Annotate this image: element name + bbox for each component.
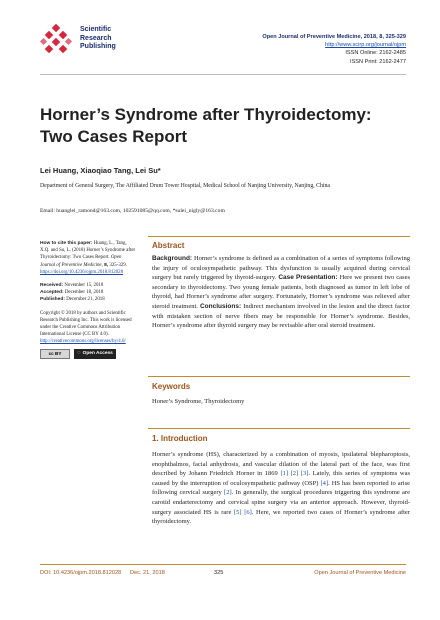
intro-heading: 1. Introduction [152, 434, 208, 443]
issn-online: ISSN Online: 2162-2485 [345, 50, 406, 57]
publisher-name-line1: Scientific [80, 26, 112, 33]
paper-title: Horner’s Syndrome after Thyroidectomy: Two Cases Report [40, 105, 372, 146]
case-presentation-text: Here we present two cases secondary to thyroidectomy. Two young female patients, both diagnosed as tumor in left lobe of thyroid, had Horner’s syndrome after surgery. Fortunately, Horner’s syndrome was relieved after steroid treatment. [152, 274, 411, 310]
published-date: December 21, 2018 [66, 297, 105, 303]
scirp-logo-icon [40, 24, 72, 56]
journal-url-link[interactable]: http://www.scirp.org/journal/ojpm [325, 42, 406, 49]
footer-doi[interactable]: DOI: 10.4236/ojpm.2018.812028 [40, 570, 122, 576]
citation-journal: Open Journal of Preventive Medicine, [40, 255, 122, 268]
dates-block [40, 282, 136, 304]
publisher-logo [40, 24, 150, 64]
issn-print: ISSN Print: 2162-2477 [350, 58, 406, 65]
published-label: Published: [40, 297, 65, 303]
citation-label: How to cite this paper: [40, 241, 93, 246]
reference-link[interactable]: [4] [320, 479, 329, 487]
publisher-name-line2: Research [80, 34, 112, 42]
background-text: Horner’s syndrome is defined as a combination of a series of symptoms following the injury of oculosympathetic pathway. This dysfunction is usually acquired during cervical surgery but rarely triggered by thyroid-surgery. [152, 255, 410, 282]
intro-text-5: . Here, we reported two cases of Horner’s syndrome after thyroidectomy. [152, 508, 410, 526]
footer-date: Dec. 21, 2018 [130, 570, 165, 576]
copyright-block [40, 310, 136, 359]
cc-by-badge[interactable]: cc BY [40, 349, 70, 359]
received-label: Received: [40, 283, 64, 289]
intro-paragraph [152, 450, 410, 527]
intro-text-4: . In generally, the surgical procedures triggering this syndrome are carotid endarterectomy and cervical spine surgery via an anterior approach. However, thyroid-surgery associated HS is rare [152, 489, 410, 516]
accepted-date: December 18, 2018 [64, 290, 104, 296]
copyright-text: Copyright © 2018 by authors and Scientific Research Publishing Inc. This work is licensed under the Creative Commons Attribution International License (CC BY 4.0). [40, 310, 132, 338]
keywords-heading: Keywords [152, 382, 191, 391]
license-link[interactable]: http://creativecommons.org/licenses/by/4.0/ [40, 339, 126, 345]
accepted-label: Accepted: [40, 290, 64, 296]
email-line: Email: huanglei_ramond@163.com, 102591085@qq.com, *sulei_nigly@163.com [40, 208, 225, 214]
intro-text-3: . HS has been reported to arise following cervical surgery [152, 479, 410, 497]
keywords-text: Honer’s Syndrome, Thyroidectomy [152, 398, 245, 405]
footer-journal: Open Journal of Preventive Medicine [314, 570, 406, 576]
reference-link[interactable]: [2] [224, 489, 232, 497]
publisher-name [80, 26, 116, 52]
abstract-heading: Abstract [152, 241, 185, 250]
journal-line: Open Journal of Preventive Medicine, 2018, 8, 325-329 [262, 34, 406, 40]
footer-rule [40, 564, 406, 565]
conclusions-label: Conclusions: [199, 302, 242, 310]
background-label: Background: [152, 255, 193, 262]
citation-block [40, 240, 136, 276]
citation-pages: 325-329. [109, 262, 127, 268]
publisher-name-line3: Publishing [80, 43, 116, 50]
case-presentation-label: Case Presentation: [278, 274, 338, 282]
keywords-top-rule [148, 376, 410, 377]
citation-volume: 8, [104, 262, 109, 268]
article-info-sidebar [40, 240, 136, 359]
reference-link[interactable]: [1] [2] [3] [280, 470, 309, 478]
reference-link[interactable]: [5] [6] [233, 508, 252, 516]
journal-header [262, 33, 406, 66]
open-access-badge[interactable] [74, 349, 116, 359]
authors: Lei Huang, Xiaoqiao Tang, Lei Su* [40, 166, 161, 175]
citation-doi-link[interactable]: https://doi.org/10.4236/ojpm.2018.812028 [40, 269, 124, 275]
intro-top-rule [148, 428, 410, 429]
citation-text: Huang, L., Tang, X.Q. and Su, L. (2018) Horner’s Syndrome after Thyroidectomy: Two Cases Report. [40, 241, 136, 261]
page-number: 325 [214, 570, 224, 576]
abstract-top-rule [148, 236, 410, 237]
intro-text-1: Horner’s syndrome (HS), characterized by a combination of myosis, ipsilateral blepharoptosis, enophthalmos, facial anhydrosis, and vascular dilation of the lateral part of the face, was first described by Johann Friedrich Horner in 1869 [152, 451, 410, 478]
affiliation: Department of General Surgery, The Affiliated Drum Tower Hospital, Medical School of Nanjing University, Nanjing, China [40, 183, 330, 189]
header-divider [40, 74, 406, 75]
open-access-label: Open Access [82, 351, 113, 357]
conclusions-text: Indirect mechanism involved in the lesion and the direct factor with mistaken section of nerve fibers may be responsible for Horner’s syndrome. Besides, Horner’s syndrome after thyroid surgery may be revisable after oral steroid treatment. [152, 302, 411, 330]
intro-text-2: . Lately, this series of symptoms was caused by the interruption of oculosympathetic pathway (OSP) [152, 470, 410, 487]
abstract-body [152, 254, 410, 331]
open-lock-icon: ○ [77, 350, 81, 357]
received-date: November 15, 2018 [64, 283, 104, 289]
